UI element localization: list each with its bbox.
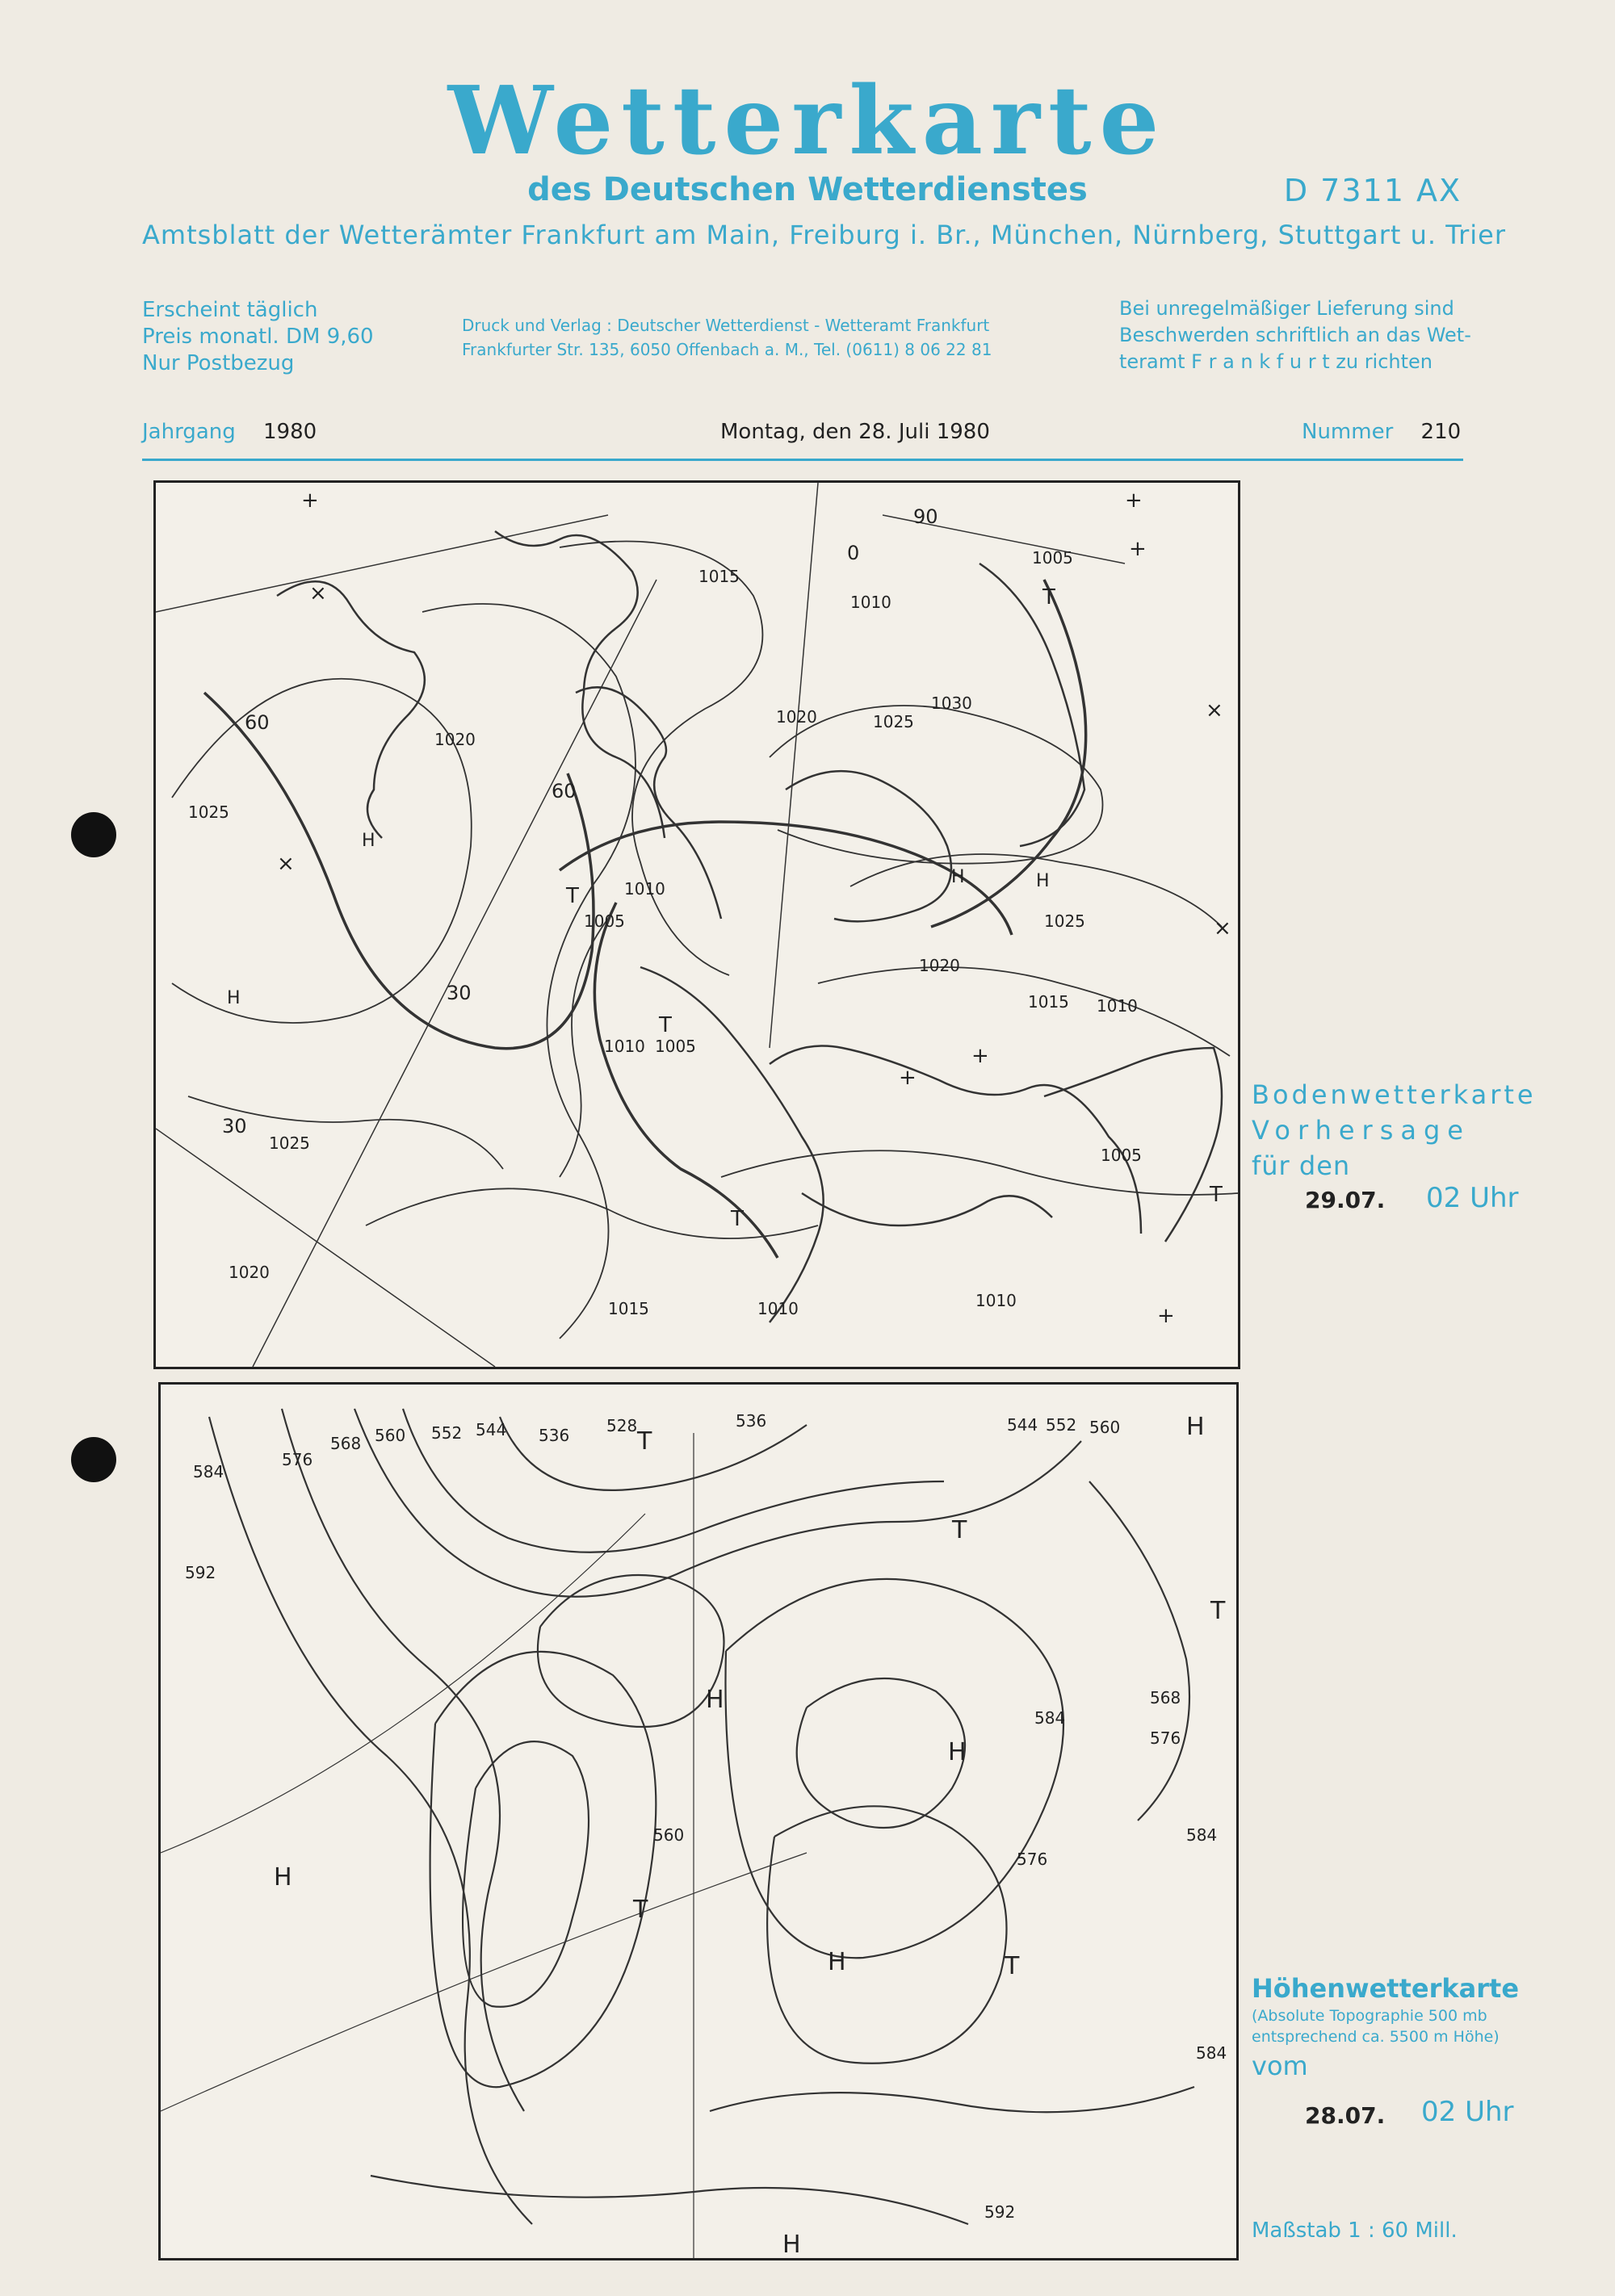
grid-line: [770, 483, 818, 1048]
upper-map-time: 02 Uhr: [1421, 2096, 1514, 2128]
jahrgang-field: [142, 420, 317, 444]
isobar: [770, 706, 1103, 864]
height-contour: [209, 1417, 532, 2224]
publisher-info: [462, 313, 992, 362]
low-pressure-label: T: [633, 1896, 648, 1924]
high-pressure-label: H: [951, 867, 965, 887]
coastline: [786, 771, 951, 921]
isobar-label: 1005: [1032, 548, 1073, 568]
contour-label: 592: [185, 1563, 216, 1582]
contour-label: 592: [984, 2202, 1016, 2222]
height-contour: [797, 1678, 965, 1828]
map-scale: Maßstab 1 : 60 Mill.: [1252, 2218, 1458, 2243]
isobar: [560, 542, 762, 976]
high-pressure-label: H: [227, 988, 241, 1008]
complaints-line: teramt F r a n k f u r t zu richten: [1119, 350, 1433, 373]
complaints-line: Bei unregelmäßiger Lieferung sind: [1119, 297, 1454, 320]
surface-weather-map: [153, 480, 1240, 1369]
isobar-label: 1010: [604, 1037, 645, 1056]
publication-code: D 7311 AX: [1283, 173, 1462, 208]
coastline: [802, 1193, 1052, 1226]
punch-hole-top: [71, 812, 116, 857]
contour-label: 560: [375, 1426, 406, 1445]
nummer-label: Nummer: [1302, 420, 1394, 444]
height-contour: [430, 1652, 656, 2087]
high-pressure-label: H: [362, 831, 375, 851]
contour-label: 560: [1089, 1418, 1121, 1437]
isobar-label: 1020: [919, 956, 960, 975]
low-pressure-label: T: [637, 1427, 652, 1456]
contour-label: 568: [330, 1434, 362, 1453]
contour-label: 576: [282, 1450, 313, 1469]
contour-label: 560: [653, 1825, 685, 1845]
coastline: [770, 1046, 1141, 1234]
nummer-field: [1302, 420, 1461, 444]
contour-label: 576: [1150, 1728, 1181, 1748]
isobar-label: 1015: [608, 1299, 649, 1318]
surface-map-caption: [1252, 1077, 1537, 1184]
low-pressure-label: T: [1210, 1597, 1226, 1625]
height-contour: [725, 1579, 1066, 1958]
surface-map-drawing: [156, 483, 1238, 1367]
low-pressure-label: T: [731, 1207, 744, 1231]
height-contour: [767, 1806, 1006, 2063]
isobar-label: 1010: [624, 879, 665, 899]
jahrgang-label: Jahrgang: [142, 420, 236, 444]
low-pressure-label: T: [659, 1013, 672, 1037]
grid-line: [156, 515, 608, 612]
punch-hole-bottom: [71, 1437, 116, 1482]
high-pressure-label: H: [782, 2231, 801, 2258]
contour-label: 536: [539, 1426, 570, 1445]
isobar-label: 1025: [1044, 911, 1085, 931]
low-pressure-label: T: [1005, 1952, 1020, 1980]
coastline: [1044, 1048, 1222, 1242]
isobar: [818, 967, 1230, 1056]
grid-label: 90: [913, 505, 938, 528]
note-line: (Absolute Topographie 500 mb: [1252, 2007, 1487, 2025]
note-line: entsprechend ca. 5500 m Höhe): [1252, 2028, 1500, 2046]
isobar-label: 1015: [1028, 992, 1069, 1012]
isobar: [721, 1150, 1238, 1195]
isobar-label: 1010: [850, 593, 891, 612]
grid-label: 30: [222, 1115, 247, 1138]
upper-air-weather-map: [158, 1382, 1239, 2260]
complaints-note: [1119, 295, 1471, 375]
contour-label: 536: [736, 1411, 767, 1431]
isobar-label: 1030: [931, 693, 972, 713]
low-pressure-label: T: [566, 884, 579, 908]
isobar-label: 1015: [698, 567, 740, 586]
contour-label: 568: [1150, 1688, 1181, 1707]
height-contour: [710, 2087, 1194, 2112]
isobar-label: 1010: [757, 1299, 799, 1318]
height-contour: [538, 1575, 724, 1727]
masthead-subtitle: des Deutschen Wetterdienstes: [527, 171, 1088, 208]
cross-marker: +: [1129, 537, 1147, 561]
isobar: [366, 1188, 818, 1238]
publisher-line: Druck und Verlag : Deutscher Wetterdienst - Wetteramt Frankfurt: [462, 316, 990, 335]
contour-label: 576: [1017, 1850, 1048, 1869]
amtsblatt-line: Amtsblatt der Wetterämter Frankfurt am Main, Freiburg i. Br., München, Nürnberg, Stuttgart u. Trier: [142, 220, 1506, 250]
cross-marker: ×: [277, 852, 295, 876]
upper-map-note: [1252, 2005, 1500, 2047]
front-line: [204, 693, 594, 1049]
contour-label: 544: [476, 1420, 507, 1439]
caption-line: Bodenwetterkarte: [1252, 1079, 1537, 1110]
upper-map-title: Höhenwetterkarte: [1252, 1973, 1520, 2004]
high-pressure-label: H: [274, 1863, 292, 1892]
isobar-label: 1010: [1097, 996, 1138, 1016]
terms-line: Preis monatl. DM 9,60: [142, 325, 374, 349]
contour-label: 584: [1196, 2043, 1227, 2063]
grid-label: 60: [245, 711, 270, 734]
masthead-title: Wetterkarte: [447, 66, 1168, 176]
isobar: [172, 679, 472, 1023]
upper-map-drawing: [161, 1385, 1236, 2258]
grid-line: [161, 1853, 807, 2111]
terms-line: Erscheint täglich: [142, 298, 318, 322]
isobar-label: 1005: [1101, 1146, 1142, 1165]
cross-marker: ×: [1214, 916, 1231, 941]
cross-marker: +: [301, 488, 319, 513]
isobar-label: 1005: [655, 1037, 696, 1056]
complaints-line: Beschwerden schriftlich an das Wet-: [1119, 324, 1471, 346]
height-contour: [1089, 1481, 1189, 1820]
grid-label: 60: [552, 780, 577, 802]
contour-label: 584: [1034, 1708, 1066, 1728]
coastline: [495, 531, 665, 838]
isobar-label: 1020: [434, 730, 476, 749]
header-rule: [142, 459, 1463, 461]
high-pressure-label: H: [706, 1686, 724, 1714]
upper-map-vom: vom: [1252, 2051, 1308, 2081]
isobar-label: 1025: [188, 802, 229, 822]
low-pressure-label: T: [952, 1516, 967, 1544]
contour-label: 528: [606, 1416, 638, 1435]
isobar-label: 1025: [873, 712, 914, 731]
terms-line: Nur Postbezug: [142, 351, 295, 375]
contour-label: 544: [1007, 1415, 1038, 1435]
front-line: [594, 903, 778, 1258]
grid-label: 0: [847, 542, 860, 564]
isobar-label: 1020: [229, 1263, 270, 1282]
height-contour: [354, 1409, 1081, 1597]
high-pressure-label: H: [1036, 871, 1050, 891]
isobar-label: 1010: [975, 1291, 1017, 1310]
issue-date: Montag, den 28. Juli 1980: [720, 420, 990, 444]
contour-label: 552: [1046, 1415, 1077, 1435]
isobar: [422, 604, 636, 1339]
cross-marker: +: [1125, 488, 1143, 513]
publisher-line: Frankfurter Str. 135, 6050 Offenbach a. M., Tel. (0611) 8 06 22 81: [462, 340, 992, 359]
high-pressure-label: H: [828, 1948, 846, 1976]
cross-marker: +: [899, 1066, 917, 1090]
coastline: [277, 581, 425, 838]
contour-label: 584: [1186, 1825, 1218, 1845]
high-pressure-label: H: [948, 1738, 967, 1766]
upper-map-date: 28.07.: [1305, 2102, 1386, 2129]
high-pressure-label: H: [1186, 1413, 1205, 1441]
cross-marker: +: [1157, 1304, 1175, 1328]
cross-marker: +: [971, 1044, 989, 1068]
low-pressure-label: T: [1210, 1183, 1223, 1207]
grid-label: 30: [447, 982, 472, 1004]
contour-label: 584: [193, 1462, 224, 1481]
contour-label: 552: [431, 1423, 463, 1443]
caption-line: für den: [1252, 1150, 1351, 1181]
grid-line: [156, 1129, 495, 1367]
height-contour: [371, 2176, 968, 2224]
nummer-value: 210: [1420, 420, 1462, 444]
low-pressure-label: T: [1042, 585, 1055, 610]
isobar: [560, 919, 608, 1177]
publication-terms: [142, 297, 374, 377]
caption-line: Vorhersage: [1252, 1115, 1470, 1146]
isobar-label: 1020: [776, 707, 817, 727]
height-contour: [282, 1409, 524, 2111]
isobar-label: 1025: [269, 1133, 310, 1153]
isobar-label: 1005: [584, 911, 625, 931]
surface-map-time: 02 Uhr: [1426, 1182, 1519, 1214]
coastline: [979, 564, 1084, 846]
cross-marker: ×: [1206, 698, 1223, 723]
surface-map-date: 29.07.: [1305, 1187, 1386, 1213]
jahrgang-value: 1980: [263, 420, 317, 444]
grid-line: [161, 1514, 645, 1853]
cross-marker: ×: [309, 581, 327, 605]
